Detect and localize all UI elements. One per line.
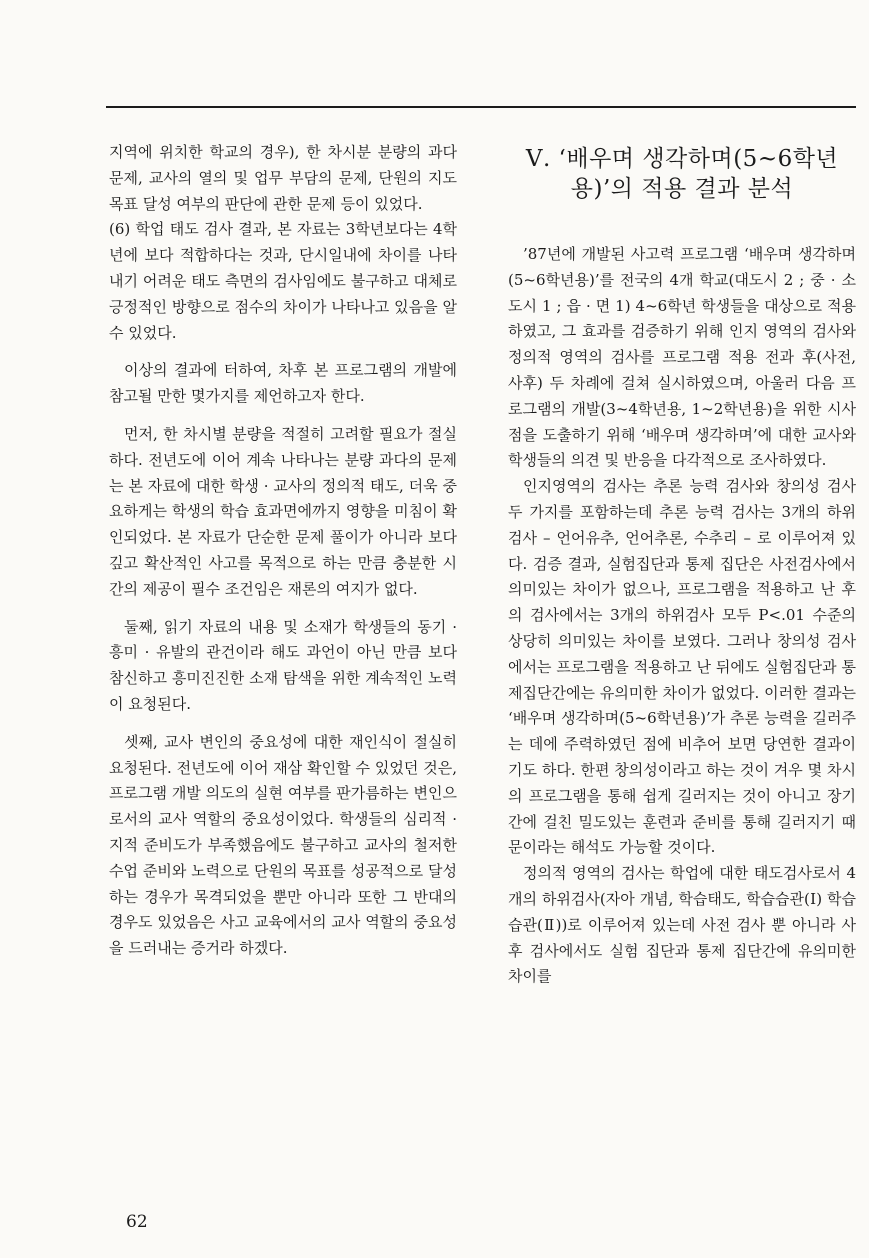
section-title-line: 용)’의 적용 결과 분석 xyxy=(570,176,794,202)
paragraph: 이상의 결과에 터하여, 차후 본 프로그램의 개발에 참고될 만한 몇가지를 제언하고자 한다. xyxy=(109,361,457,406)
section-title xyxy=(508,144,856,204)
paragraph: 정의적 영역의 검사는 학업에 대한 태도검사로서 4개의 하위검사(자아 개념, 학습태도, 학습습관(Ⅰ) 학습습관(Ⅱ))로 이루어져 있는데 사전 검사 뿐 아니라 사후 검사에서도 실험 집단과 통제 집단간에 유의미한 차이를 xyxy=(508,864,856,986)
paragraph: 셋째, 교사 변인의 중요성에 대한 재인식이 절실히 요청된다. 전년도에 이어 재삼 확인할 수 있었던 것은, 프로그램 개발 의도의 실현 여부를 판가름하는 변인으로서의 교사 역할의 중요성이었다. 학생들의 심리적 · 지적 준비도가 부족했음에도 불구하고 교사의 철저한 수업 준비와 노력으로 단원의 목표를 성공적으로 달성하는 경우가 목격되었을 뿐만 아니라 또한 그 반대의 경우도 있었음은 사고 교육에서의 교사 역할의 중요성을 드러내는 증거라 하겠다. xyxy=(109,732,457,958)
paragraph: 인지영역의 검사는 추론 능력 검사와 창의성 검사 두 가지를 포함하는데 추론 능력 검사는 3개의 하위 검사 – 언어유추, 언어추론, 수추리 – 로 이루어져 있다. 검증 결과, 실험집단과 통제 집단은 사전검사에서 의미있는 차이가 없으나, 프로그램을 적용하고 난 후의 검사에서는 3개의 하위검사 모두 P<.01 수준의 상당히 의미있는 차이를 보였다. 그러나 창의성 검사에서는 프로그램을 적용하고 난 뒤에도 실험집단과 통제집단간에는 유의미한 차이가 없었다. 이러한 결과는 ‘배우며 생각하며(5~6학년용)’가 추론 능력을 길러주는 데에 주력하였던 점에 비추어 보면 당연한 결과이기도 하다. 한편 창의성이라고 하는 것이 겨우 몇 차시의 프로그램을 통해 쉽게 길러지는 것이 아니고 장기간에 걸친 밀도있는 훈련과 준비를 통해 길러지기 때문이라는 해석도 가능할 것이다. xyxy=(508,477,856,857)
left-column xyxy=(109,140,457,962)
header-rule xyxy=(106,106,856,108)
section-title-line: Ⅴ. ‘배우며 생각하며(5~6학년 xyxy=(525,146,839,172)
paragraph: 지역에 위치한 학교의 경우), 한 차시분 분량의 과다 문제, 교사의 열의 및 업무 부담의 문제, 단원의 지도 목표 달성 여부의 판단에 관한 문제 등이 있었다. xyxy=(109,143,457,213)
paragraph: (6) 학업 태도 검사 결과, 본 자료는 3학년보다는 4학년에 보다 적합하다는 것과, 단시일내에 차이를 나타내기 어려운 태도 측면의 검사임에도 불구하고 대체로 긍정적인 방향으로 점수의 차이가 나타나고 있음을 알 수 있었다. xyxy=(109,220,457,342)
paragraph: 먼저, 한 차시별 분량을 적절히 고려할 필요가 절실하다. 전년도에 이어 계속 나타나는 분량 과다의 문제는 본 자료에 대한 학생 · 교사의 정의적 태도, 더욱 중요하게는 학생의 학습 효과면에까지 영향을 미침이 확인되었다. 본 자료가 단순한 문제 풀이가 아니라 보다 깊고 확산적인 사고를 목적으로 하는 만큼 충분한 시간의 제공이 필수 조건임은 재론의 여지가 없다. xyxy=(109,424,457,598)
right-column xyxy=(508,140,856,990)
paragraph: 둘째, 읽기 자료의 내용 및 소재가 학생들의 동기 · 흥미 · 유발의 관건이라 해도 과언이 아닌 만큼 보다 참신하고 흥미진진한 소재 탐색을 위한 계속적인 노력이 요청된다. xyxy=(109,617,457,713)
page-number: 62 xyxy=(126,1212,148,1232)
paragraph: ’87년에 개발된 사고력 프로그램 ‘배우며 생각하며(5~6학년용)’를 전국의 4개 학교(대도시 2 ; 중 · 소도시 1 ; 읍 · 면 1) 4~6학년 학생들을 대상으로 적용하였고, 그 효과를 검증하기 위해 인지 영역의 검사와 정의적 영역의 검사를 프로그램 적용 전과 후(사전, 사후) 두 차례에 걸쳐 실시하였으며, 아울러 다음 프로그램의 개발(3~4학년용, 1~2학년용)을 위한 시사점을 도출하기 위해 ‘배우며 생각하며’에 대한 교사와 학생들의 의견 및 반응을 다각적으로 조사하였다. xyxy=(508,245,856,470)
